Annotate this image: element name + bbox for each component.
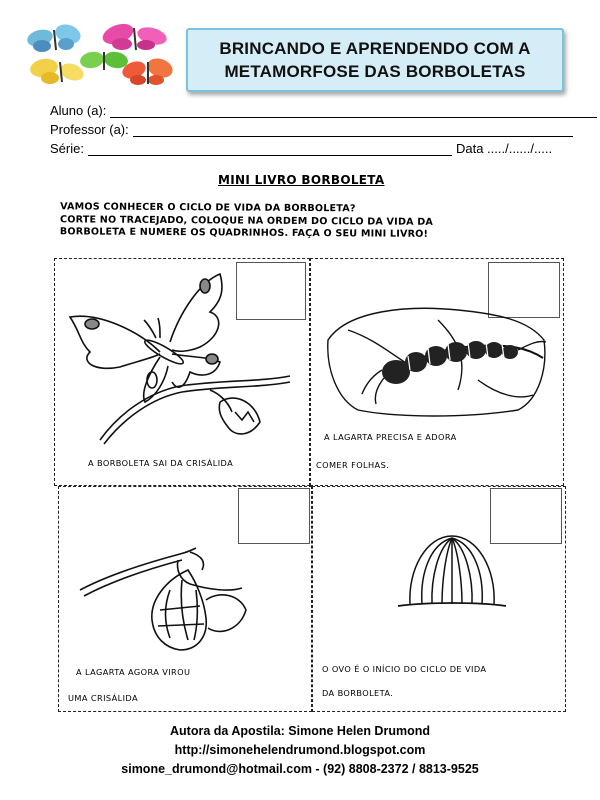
- butterfly-icon: [60, 262, 300, 452]
- aluno-label: Aluno (a):: [50, 103, 107, 118]
- serie-field[interactable]: [50, 141, 552, 156]
- number-box[interactable]: [238, 488, 310, 544]
- worksheet-title: MINI LIVRO BORBOLETA: [218, 173, 385, 187]
- butterflies-logo: [26, 20, 176, 90]
- butterfly-icon: [120, 55, 175, 85]
- butterfly-icon: [100, 20, 169, 50]
- aluno-field[interactable]: [50, 103, 597, 118]
- caterpillar-icon: [318, 300, 554, 420]
- professor-field[interactable]: [50, 122, 573, 137]
- card-caption: A LAGARTA PRECISA E ADORA: [324, 432, 457, 442]
- instruction-line: CORTE NO TRACEJADO, COLOQUE NA ORDEM DO CICLO DA VIDA DA: [59, 213, 434, 228]
- footer-contact[interactable]: simone_drumond@hotmail.com - (92) 8808-2372 / 8813-9525: [121, 762, 479, 776]
- instruction-line: BORBOLETA E NUMERE OS QUADRINHOS. FAÇA O SEU MINI LIVRO!: [59, 226, 429, 240]
- butterfly-icon: [79, 50, 129, 70]
- card-caption: O OVO É O INÍCIO DO CICLO DE VIDA: [322, 664, 487, 674]
- title-banner: [186, 28, 564, 92]
- professor-label: Professor (a):: [50, 122, 129, 137]
- card-caption: DA BORBOLETA.: [322, 688, 394, 698]
- butterfly-icon: [25, 21, 83, 52]
- card-caption: COMER FOLHAS.: [316, 460, 390, 470]
- serie-label: Série:: [50, 141, 84, 156]
- instructions: [60, 201, 546, 242]
- title-line-1: BRINCANDO E APRENDENDO COM A: [219, 39, 531, 58]
- card-caption: A BORBOLETA SAI DA CRISÁLIDA: [88, 458, 234, 468]
- title-line-2: METAMORFOSE DAS BORBOLETAS: [224, 62, 526, 81]
- data-label: Data ...../....../.....: [455, 141, 553, 156]
- card-caption: UMA CRISÁLIDA: [68, 693, 138, 703]
- professor-line[interactable]: [133, 125, 573, 137]
- card-caption: A LAGARTA AGORA VIROU: [76, 667, 191, 677]
- egg-icon: [398, 530, 508, 610]
- serie-line[interactable]: [88, 144, 452, 156]
- butterfly-icon: [29, 57, 86, 84]
- aluno-line[interactable]: [110, 106, 597, 118]
- chrysalis-icon: [70, 540, 250, 660]
- footer-blog[interactable]: http://simonehelendrumond.blogspot.com: [174, 743, 426, 757]
- footer-author: Autora da Apostila: Simone Helen Drumond: [170, 724, 430, 738]
- instruction-line: VAMOS CONHECER O CICLO DE VIDA DA BORBOLETA?: [60, 201, 356, 215]
